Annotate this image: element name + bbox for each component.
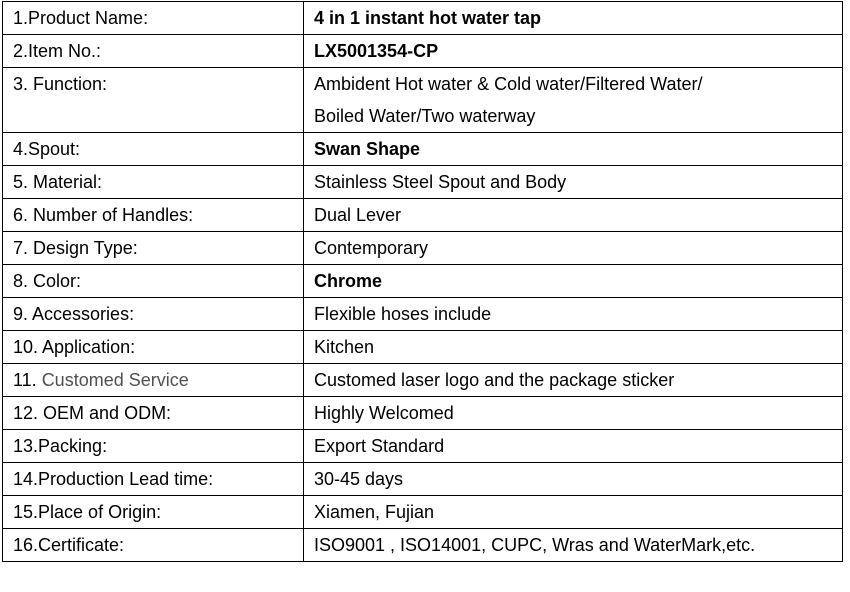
spec-label: 6. Number of Handles: <box>3 199 304 232</box>
spec-label: 1.Product Name: <box>3 2 304 35</box>
spec-value: Export Standard <box>304 430 843 463</box>
spec-value: ISO9001 , ISO14001, CUPC, Wras and WaterMark,etc. <box>304 529 843 562</box>
spec-label: 13.Packing: <box>3 430 304 463</box>
spec-label: 3. Function: <box>3 68 304 133</box>
spec-value-line: Boiled Water/Two waterway <box>314 106 536 126</box>
spec-value: Customed laser logo and the package sticker <box>304 364 843 397</box>
spec-label: 12. OEM and ODM: <box>3 397 304 430</box>
spec-value <box>304 68 843 133</box>
spec-value: Swan Shape <box>304 133 843 166</box>
spec-row-application <box>3 331 843 364</box>
spec-value: Highly Welcomed <box>304 397 843 430</box>
spec-row-design-type <box>3 232 843 265</box>
spec-row-material <box>3 166 843 199</box>
spec-row-packing <box>3 430 843 463</box>
spec-label: 9. Accessories: <box>3 298 304 331</box>
spec-row-item-no <box>3 35 843 68</box>
spec-value: Kitchen <box>304 331 843 364</box>
spec-label: 10. Application: <box>3 331 304 364</box>
spec-value: Stainless Steel Spout and Body <box>304 166 843 199</box>
spec-row-function <box>3 68 843 133</box>
spec-value: 30-45 days <box>304 463 843 496</box>
spec-value-line: Ambident Hot water & Cold water/Filtered Water/ <box>314 74 703 94</box>
spec-label: 5. Material: <box>3 166 304 199</box>
spec-label: 4.Spout: <box>3 133 304 166</box>
spec-value: Xiamen, Fujian <box>304 496 843 529</box>
spec-row-lead-time <box>3 463 843 496</box>
spec-label: 16.Certificate: <box>3 529 304 562</box>
spec-label: 7. Design Type: <box>3 232 304 265</box>
spec-label: 15.Place of Origin: <box>3 496 304 529</box>
spec-value: Chrome <box>304 265 843 298</box>
spec-row-customed-service <box>3 364 843 397</box>
product-spec-table <box>2 1 843 562</box>
spec-row-place-of-origin <box>3 496 843 529</box>
spec-row-certificate <box>3 529 843 562</box>
spec-row-accessories <box>3 298 843 331</box>
spec-row-oem-odm <box>3 397 843 430</box>
spec-row-color <box>3 265 843 298</box>
spec-value: 4 in 1 instant hot water tap <box>304 2 843 35</box>
spec-row-spout <box>3 133 843 166</box>
spec-value: Flexible hoses include <box>304 298 843 331</box>
spec-value: Contemporary <box>304 232 843 265</box>
spec-label: 8. Color: <box>3 265 304 298</box>
spec-label: 2.Item No.: <box>3 35 304 68</box>
spec-label: 14.Production Lead time: <box>3 463 304 496</box>
spec-value: Dual Lever <box>304 199 843 232</box>
spec-row-number-of-handles <box>3 199 843 232</box>
spec-value: LX5001354-CP <box>304 35 843 68</box>
spec-row-product-name <box>3 2 843 35</box>
spec-label: 11. Customed Service <box>3 364 304 397</box>
